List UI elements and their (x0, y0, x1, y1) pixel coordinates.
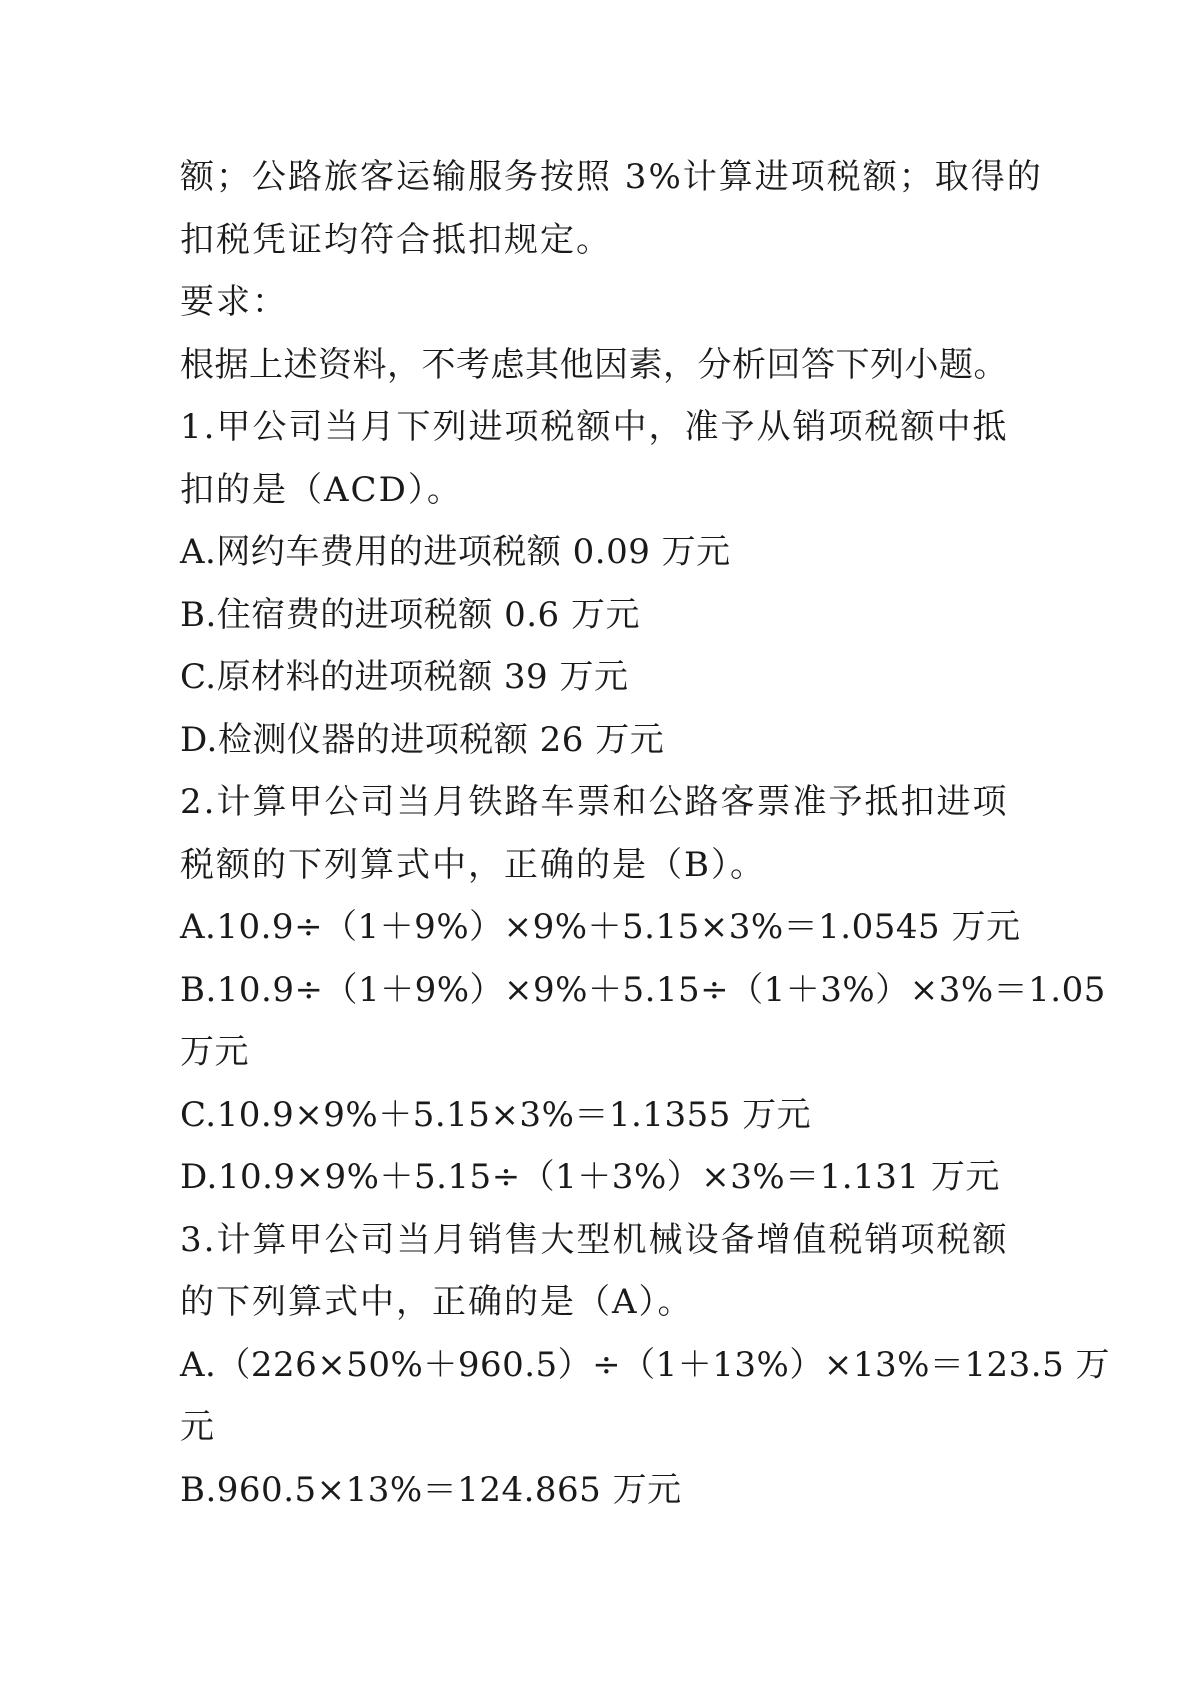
text-line: 根据上述资料，不考虑其他因素，分析回答下列小题。 (180, 344, 1008, 385)
question-3-option-a-cont: 元 (180, 1407, 215, 1447)
question-1-option-b: B.住宿费的进项税额 0.6 万元 (180, 594, 640, 635)
question-1-option-c: C.原材料的进项税额 39 万元 (180, 657, 629, 697)
question-1-stem: 1.甲公司当月下列进项税额中，准予从销项税额中抵 (180, 407, 1009, 447)
document-body (180, 146, 1111, 1521)
question-2-option-b: B.10.9÷（1＋9%）×9%＋5.15÷（1＋3%）×3%＝1.05 (180, 969, 1106, 1010)
question-3-stem: 3.计算甲公司当月销售大型机械设备增值税销项税额 (180, 1219, 1009, 1260)
text-line: 额；公路旅客运输服务按照 3%计算进项税额；取得的 (180, 157, 1043, 197)
question-2-stem-cont: 税额的下列算式中，正确的是（B）。 (180, 844, 766, 885)
question-3-option-b: B.960.5×13%＝124.865 万元 (180, 1469, 682, 1510)
question-2-option-d: D.10.9×9%＋5.15÷（1＋3%）×3%＝1.131 万元 (180, 1157, 1000, 1197)
question-2-stem: 2.计算甲公司当月铁路车票和公路客票准予抵扣进项 (180, 782, 1009, 822)
question-2-option-c: C.10.9×9%＋5.15×3%＝1.1355 万元 (180, 1094, 812, 1135)
question-2-option-b-cont: 万元 (180, 1032, 249, 1072)
question-1-option-d: D.检测仪器的进项税额 26 万元 (180, 719, 665, 760)
question-1-option-a: A.网约车费用的进项税额 0.09 万元 (180, 532, 731, 572)
question-3-stem-cont: 的下列算式中，正确的是（A）。 (180, 1282, 694, 1322)
question-3-option-a: A.（226×50%＋960.5）÷（1＋13%）×13%＝123.5 万 (180, 1344, 1111, 1385)
text-line: 扣税凭证均符合抵扣规定。 (180, 219, 612, 260)
text-line: 要求： (180, 282, 288, 322)
question-1-stem-cont: 扣的是（ACD）。 (180, 469, 463, 510)
question-2-option-a: A.10.9÷（1＋9%）×9%＋5.15×3%＝1.0545 万元 (180, 907, 1021, 947)
